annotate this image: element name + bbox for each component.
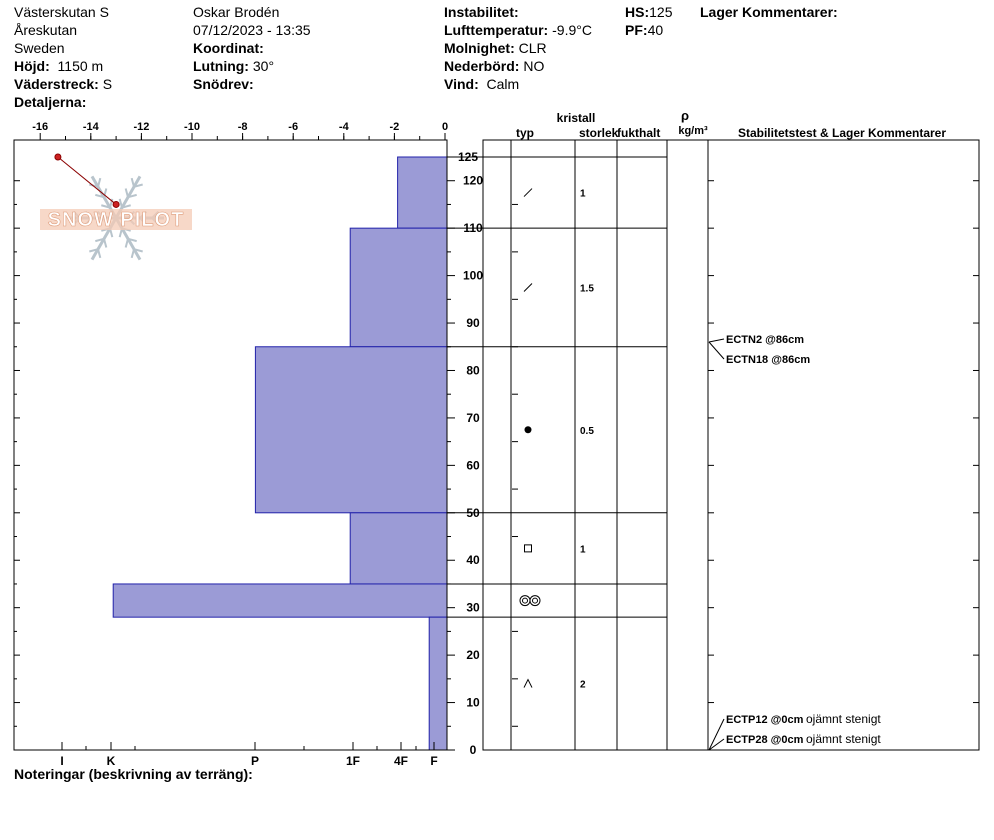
stability-test-code: ECTP28 @0cm [726, 734, 804, 746]
precip-label: Nederbörd: [444, 58, 520, 74]
snowflake-branch [126, 239, 128, 248]
slope-value: 30° [252, 58, 275, 74]
header-stability: Stabilitetstest & Lager Kommentarer [737, 126, 947, 140]
snowflake-branch [98, 249, 100, 258]
height-tick-label: 50 [466, 505, 480, 520]
height-tick-label: 0 [469, 743, 477, 757]
header-storlek: storlek [579, 126, 619, 140]
location: Västerskutan S [14, 4, 109, 20]
hardness-label: I [60, 754, 64, 768]
temp-tick-label: -6 [288, 121, 299, 133]
layer-comments-label: Lager Kommentarer: [700, 4, 838, 20]
temperature-point [113, 201, 119, 207]
height-tick-label: 40 [466, 553, 480, 568]
temperature-line [58, 157, 116, 204]
coord-label: Koordinat: [193, 40, 264, 56]
air-temp-value: -9.9°C [552, 22, 592, 38]
crystal-depth-hoar-icon [524, 680, 532, 688]
pf-value: 40 [647, 22, 664, 38]
crystal-size-label: 0.5 [580, 425, 594, 437]
hardness-layer-bar [398, 157, 447, 228]
crystal-size-label: 1 [580, 544, 586, 556]
temp-tick-label: -8 [237, 121, 248, 133]
hardness-label: F [430, 754, 438, 768]
datetime: 07/12/2023 - 13:35 [193, 22, 311, 38]
hs-value: 125 [649, 4, 673, 20]
hardness-layer-bar [350, 513, 447, 584]
air-temp-label: Lufttemperatur: [444, 22, 549, 38]
snowflake-branch [120, 199, 122, 208]
observer: Oskar Brodén [193, 4, 280, 20]
temperature-point [55, 154, 61, 160]
hardness-label: 4F [393, 754, 409, 768]
sky-value: CLR [518, 40, 547, 56]
height-tick-label: 30 [466, 600, 480, 615]
slope-label: Lutning: [193, 58, 249, 74]
crystal-round-icon [525, 426, 532, 433]
pf-label: PF: [625, 22, 648, 38]
hardness-layer-bar [350, 228, 447, 347]
crystal-double-circle-inner [533, 598, 538, 603]
hardness-label: P [250, 754, 260, 768]
crystal-square-icon [525, 545, 532, 552]
header-typ: typ [516, 126, 534, 140]
chart-frames [14, 140, 979, 750]
height-tick-label: 60 [466, 458, 480, 473]
height-tick-label: 120 [462, 173, 484, 188]
crystal-faceted-icon [524, 283, 532, 291]
hardness-layers [113, 157, 447, 750]
height-tick-label: 100 [462, 268, 484, 283]
height-tick-label: 20 [466, 648, 480, 663]
sky-label: Molnighet: [444, 40, 515, 56]
details-label: Detaljerna: [14, 94, 87, 110]
stability-test-comment: ojämnt stenigt [806, 732, 881, 746]
wind-label: Vind: [444, 76, 479, 92]
terrain-notes-label: Noteringar (beskrivning av terräng): [14, 766, 253, 782]
crystal-size-label: 2 [580, 679, 586, 691]
header-fukthalt: fukthalt [617, 126, 661, 140]
height-tick-label: 10 [466, 695, 480, 710]
height-tick-label: 80 [466, 363, 480, 378]
temp-tick-label: -10 [184, 121, 200, 133]
aspect-label: Väderstreck: [14, 76, 99, 92]
logo-text: SNOW PILOT [47, 209, 185, 231]
height-tick-label: 70 [466, 410, 480, 425]
stability-test-pointer [709, 342, 724, 359]
crystal-size-label: 1 [580, 188, 586, 200]
stability-test-pointer [709, 719, 724, 750]
hardness-label: 1F [345, 754, 361, 768]
precip-value: NO [523, 58, 545, 74]
stability-tests [709, 334, 881, 750]
snowflake-branch [132, 249, 134, 258]
snowpilot-logo [40, 176, 192, 259]
hardness-layer-bar [429, 617, 447, 750]
temp-tick-label: 0 [441, 121, 449, 133]
temp-tick-label: -14 [82, 121, 99, 133]
drift-label: Snödrev: [193, 76, 254, 92]
region: Åreskutan [14, 22, 78, 38]
temp-tick-label: -4 [338, 121, 349, 133]
instability-label: Instabilitet: [444, 4, 519, 20]
hardness-label: K [106, 754, 116, 768]
stability-test-pointer [709, 339, 724, 342]
crystal-double-circle-inner [523, 598, 528, 603]
stability-test-comment: ojämnt stenigt [806, 712, 881, 726]
stability-test-code: ECTP12 @0cm [726, 714, 804, 726]
temperature-profile [55, 154, 119, 207]
hardness-layer-bar [255, 347, 447, 513]
temp-tick-label: -16 [32, 121, 49, 133]
wind-value: Calm [486, 76, 520, 92]
height-tick-label: 110 [463, 221, 483, 236]
country: Sweden [14, 40, 65, 56]
snowflake-branch [104, 239, 106, 248]
hs-label: HS: [625, 4, 650, 20]
crystal-double-circle-icon [520, 596, 530, 606]
header-density-unit: kg/m³ [678, 125, 708, 137]
header-rho: ρ [680, 108, 690, 123]
stability-test-code: ECTN2 @86cm [726, 334, 804, 346]
snowflake-branch [132, 178, 134, 187]
height-top-label: 125 [457, 150, 479, 164]
crystal-double-circle-icon [530, 596, 540, 606]
snowflake-branch [98, 178, 100, 187]
stability-test-code: ECTN18 @86cm [726, 354, 811, 366]
height-tick-label: 90 [466, 316, 480, 331]
aspect-value: S [102, 76, 113, 92]
crystal-size-label: 1.5 [580, 283, 594, 295]
temp-tick-label: -2 [389, 121, 400, 133]
temp-tick-label: -12 [133, 121, 150, 133]
elevation-label: Höjd: [14, 58, 50, 74]
hardness-layer-bar [113, 584, 447, 617]
crystal-faceted-icon [524, 189, 532, 197]
layer-table [447, 140, 708, 750]
snowflake-branch [126, 189, 128, 198]
elevation-value: 1150 m [57, 58, 104, 74]
table-frame [483, 140, 979, 750]
header-kristall: kristall [556, 111, 596, 125]
